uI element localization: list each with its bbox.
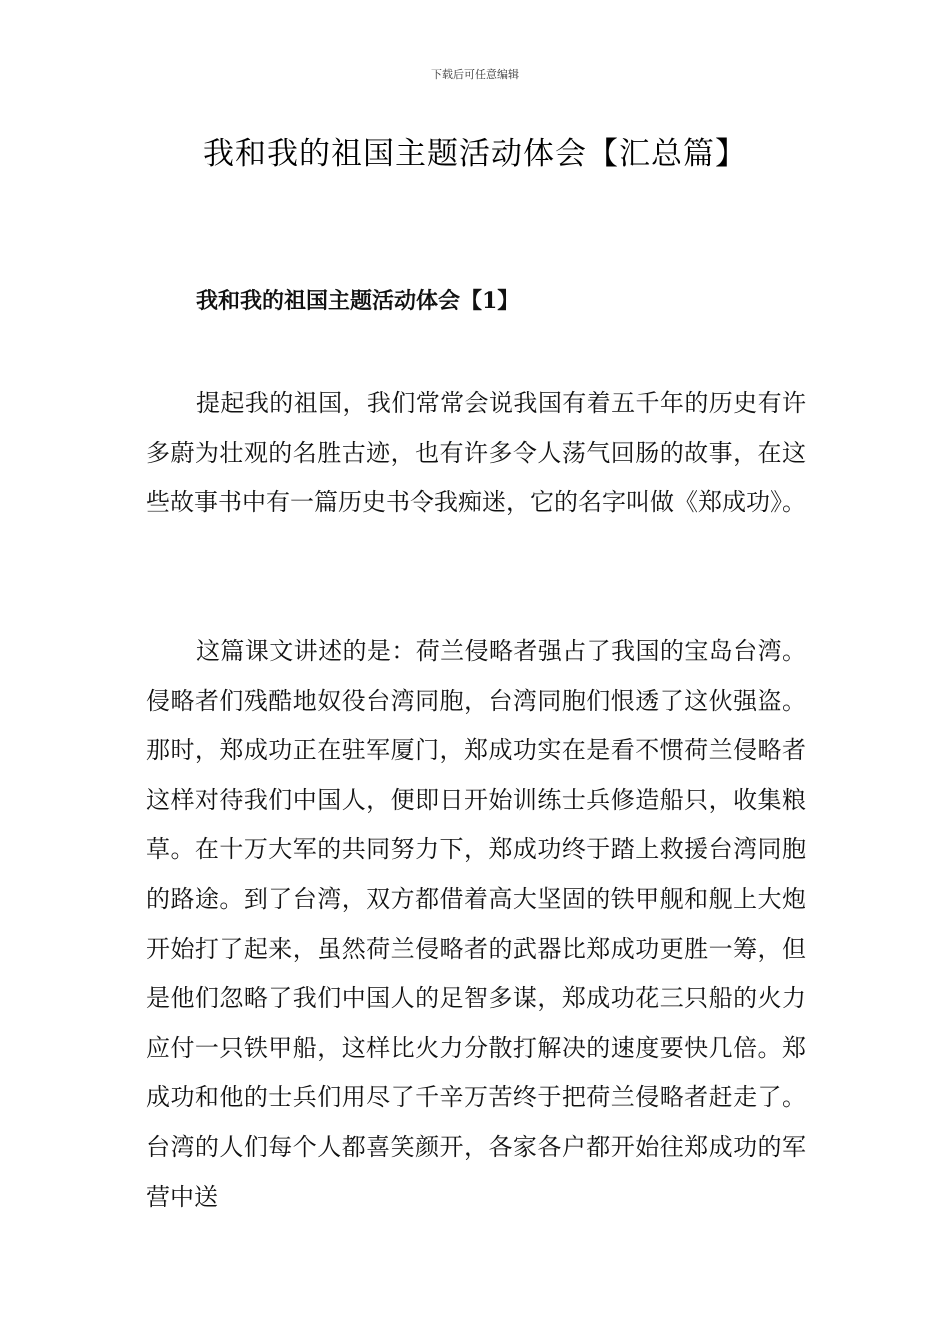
section-heading: 我和我的祖国主题活动体会【1】 — [196, 288, 520, 314]
document-title: 我和我的祖国主题活动体会【汇总篇】 — [203, 136, 747, 172]
header-note: 下载后可任意编辑 — [431, 68, 519, 81]
paragraph-1: 提起我的祖国，我们常常会说我国有着五千年的历史有许多蔚为壮观的名胜古迹，也有许多令人荡气回肠的故事，在这些故事书中有一篇历史书令我痴迷，它的名字叫做《郑成功》。 — [146, 389, 806, 517]
paragraph-2: 这篇课文讲述的是：荷兰侵略者强占了我国的宝岛台湾。侵略者们残酷地奴役台湾同胞，台湾同胞们恨透了这伙强盗。那时，郑成功正在驻军厦门，郑成功实在是看不惯荷兰侵略者这样对待我们中国人，便即日开始训练士兵修造船只，收集粮草。在十万大军的共同努力下，郑成功终于踏上救援台湾同胞的路途。到了台湾，双方都借着高大坚固的铁甲舰和舰上大炮开始打了起来，虽然荷兰侵略者的武器比郑成功更胜一筹，但是他们忽略了我们中国人的足智多谋，郑成功花三只船的火力应付一只铁甲船，这样比火力分散打解决的速度要快几倍。郑成功和他的士兵们用尽了千辛万苦终于把荷兰侵略者赶走了。台湾的人们每个人都喜笑颜开，各家各户都开始往郑成功的军营中送 — [146, 637, 806, 1211]
